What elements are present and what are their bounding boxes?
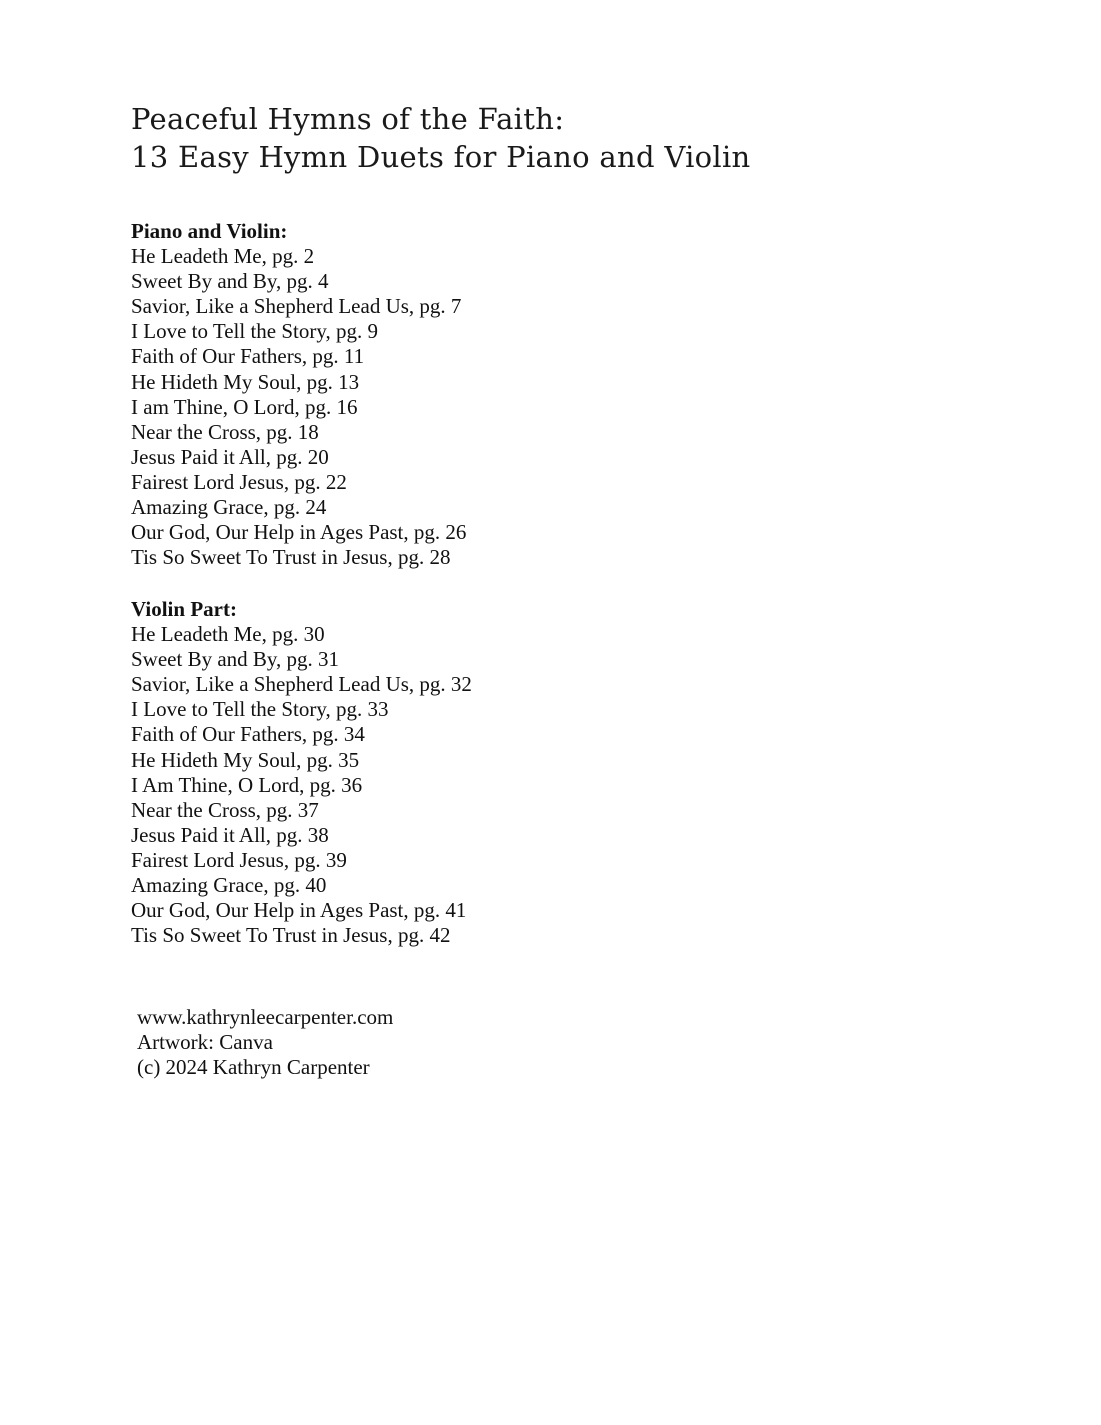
toc-item: Our God, Our Help in Ages Past, pg. 41 xyxy=(131,898,467,923)
toc-item: He Hideth My Soul, pg. 35 xyxy=(131,747,360,772)
copyright-notice: (c) 2024 Kathryn Carpenter xyxy=(137,1055,370,1080)
toc-item: Fairest Lord Jesus, pg. 22 xyxy=(131,469,347,494)
toc-item: I Am Thine, O Lord, pg. 36 xyxy=(131,772,363,797)
toc-item: Sweet By and By, pg. 31 xyxy=(131,647,340,672)
toc-item: Tis So Sweet To Trust in Jesus, pg. 28 xyxy=(131,545,451,570)
toc-item: He Leadeth Me, pg. 30 xyxy=(131,622,325,647)
credits xyxy=(137,1005,393,1080)
toc-list xyxy=(131,622,472,948)
violin-part-section xyxy=(131,597,472,948)
toc-item: I am Thine, O Lord, pg. 16 xyxy=(131,394,358,419)
toc-item: Tis So Sweet To Trust in Jesus, pg. 42 xyxy=(131,923,451,948)
section-heading: Violin Part: xyxy=(131,597,237,621)
toc-item: Faith of Our Fathers, pg. 11 xyxy=(131,344,365,369)
toc-item: I Love to Tell the Story, pg. 9 xyxy=(131,319,378,344)
toc-item: Savior, Like a Shepherd Lead Us, pg. 32 xyxy=(131,672,472,697)
title-line-1: Peaceful Hymns of the Faith: xyxy=(131,102,565,136)
toc-item: Sweet By and By, pg. 4 xyxy=(131,269,329,294)
toc-list xyxy=(131,244,466,570)
toc-item: Amazing Grace, pg. 24 xyxy=(131,495,327,520)
section-heading: Piano and Violin: xyxy=(131,219,288,243)
toc-item: Jesus Paid it All, pg. 38 xyxy=(131,822,329,847)
website-text: www.kathrynleecarpenter.com xyxy=(137,1005,394,1029)
toc-item: He Hideth My Soul, pg. 13 xyxy=(131,369,360,394)
toc-item: Faith of Our Fathers, pg. 34 xyxy=(131,722,365,747)
toc-item: Fairest Lord Jesus, pg. 39 xyxy=(131,847,347,872)
toc-item: Jesus Paid it All, pg. 20 xyxy=(131,444,329,469)
toc-item: Near the Cross, pg. 37 xyxy=(131,797,319,822)
toc-item: Our God, Our Help in Ages Past, pg. 26 xyxy=(131,520,467,545)
toc-item: Amazing Grace, pg. 40 xyxy=(131,873,327,898)
toc-item: Savior, Like a Shepherd Lead Us, pg. 7 xyxy=(131,294,462,319)
piano-and-violin-section xyxy=(131,219,466,570)
artwork-credit: Artwork: Canva xyxy=(137,1030,273,1055)
page-title xyxy=(131,100,751,176)
title-line-2: 13 Easy Hymn Duets for Piano and Violin xyxy=(131,140,751,174)
toc-item: Near the Cross, pg. 18 xyxy=(131,419,319,444)
toc-item: He Leadeth Me, pg. 2 xyxy=(131,244,315,269)
toc-item: I Love to Tell the Story, pg. 33 xyxy=(131,697,389,722)
